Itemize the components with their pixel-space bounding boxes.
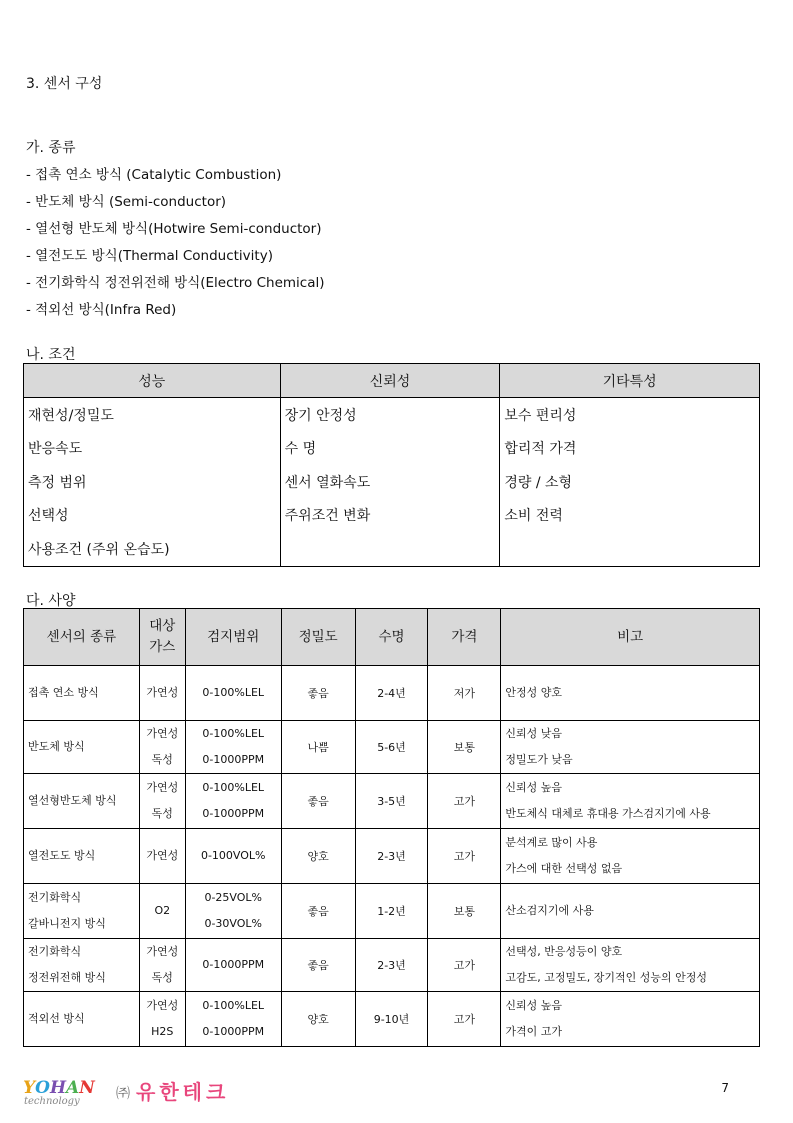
spec-header: 비고 (501, 609, 760, 666)
spec-cell-line: 가격이 고가 (505, 1025, 562, 1038)
cond-cell: 주위조건 변화 (280, 499, 500, 533)
spec-cell-type (24, 774, 140, 829)
spec-cell-price: 보통 (428, 884, 501, 939)
type-item: - 전기화학식 정전위전해 방식(Electro Chemical) (26, 275, 325, 291)
spec-cell-gas (139, 884, 185, 939)
cond-header: 신뢰성 (280, 364, 500, 398)
spec-cell-line: 신뢰성 낮음 (505, 727, 562, 740)
yohan-logo-icon (22, 1076, 252, 1108)
spec-cell-life: 2-3년 (355, 829, 428, 884)
spec-cell-line: 접촉 연소 방식 (28, 686, 99, 699)
cond-cell: 수 명 (280, 432, 500, 466)
spec-header: 가격 (428, 609, 501, 666)
cond-cell: 선택성 (24, 499, 281, 533)
spec-cell-line: 0-100%LEL (202, 781, 265, 794)
type-item: - 반도체 방식 (Semi-conductor) (26, 194, 227, 210)
cond-header: 성능 (24, 364, 281, 398)
conditions-heading: 나. 조건 (26, 347, 76, 363)
spec-header: 센서의 종류 (24, 609, 140, 666)
spec-row (24, 666, 760, 721)
spec-cell-line: 열전도도 방식 (28, 849, 96, 862)
spec-cell-note (501, 939, 760, 992)
spec-cell-life: 2-3년 (355, 939, 428, 992)
section-title: 3. 센서 구성 (26, 76, 103, 92)
spec-cell-life: 1-2년 (355, 884, 428, 939)
spec-cell-line: 0-30VOL% (204, 917, 262, 930)
spec-cell-line: 고감도, 고정밀도, 장기적인 성능의 안정성 (505, 971, 707, 984)
page-number: 7 (721, 1081, 729, 1095)
spec-cell-precision: 좋음 (281, 939, 355, 992)
spec-row (24, 939, 760, 992)
spec-cell-type (24, 939, 140, 992)
type-item: - 열선형 반도체 방식(Hotwire Semi-conductor) (26, 221, 322, 237)
spec-cell-line: 가연성 (146, 945, 179, 958)
spec-header: 검지범위 (185, 609, 281, 666)
spec-cell-note (501, 774, 760, 829)
spec-cell-line: 독성 (151, 971, 173, 984)
spec-cell-type (24, 884, 140, 939)
spec-cell-life: 3-5년 (355, 774, 428, 829)
types-heading: 가. 종류 (26, 140, 76, 156)
logo-letter: A (66, 1078, 80, 1098)
cond-cell: 측정 범위 (24, 465, 281, 499)
spec-cell-note (501, 829, 760, 884)
cond-cell: 센서 열화속도 (280, 465, 500, 499)
spec-cell-line: 독성 (151, 753, 173, 766)
svg-text:YOHAN (23, 1078, 96, 1098)
spec-cell-line: 전기화학식 (28, 945, 82, 958)
spec-cell-line: 전기화학식 (28, 891, 82, 904)
cond-cell (500, 532, 760, 566)
logo-letter: O (35, 1078, 50, 1098)
spec-row (24, 774, 760, 829)
spec-cell-line: O2 (154, 904, 171, 917)
spec-cell-line: 열선형반도체 방식 (28, 794, 117, 807)
cond-cell: 경량 / 소형 (500, 465, 760, 499)
conditions-table (23, 363, 760, 567)
spec-cell-line: 0-100VOL% (200, 849, 266, 862)
logo-letter: H (49, 1078, 67, 1098)
spec-cell-line: 0-100%LEL (202, 727, 265, 740)
spec-row (24, 992, 760, 1047)
spec-cell-life: 9-10년 (355, 992, 428, 1047)
spec-cell-precision: 좋음 (281, 774, 355, 829)
spec-cell-price: 고가 (428, 992, 501, 1047)
spec-cell-line: 분석계로 많이 사용 (505, 836, 598, 849)
spec-cell-range (185, 939, 281, 992)
spec-cell-type (24, 992, 140, 1047)
spec-cell-price: 저가 (428, 666, 501, 721)
spec-cell-line: 0-100%LEL (202, 686, 265, 699)
spec-cell-line: 적외선 방식 (28, 1012, 85, 1025)
spec-cell-line: 반도체 방식 (28, 740, 85, 753)
spec-cell-line: 가연성 (146, 999, 179, 1012)
spec-cell-line: 0-1000PPM (202, 1025, 265, 1038)
spec-cell-note (501, 666, 760, 721)
spec-cell-precision: 좋음 (281, 884, 355, 939)
spec-cell-precision: 양호 (281, 992, 355, 1047)
type-item: - 접촉 연소 방식 (Catalytic Combustion) (26, 167, 282, 183)
spec-cell-precision: 양호 (281, 829, 355, 884)
cond-cell: 장기 안정성 (280, 398, 500, 432)
spec-cell-line: H2S (151, 1025, 174, 1038)
company-prefix: ㈜ (116, 1086, 130, 1102)
spec-row (24, 884, 760, 939)
cond-cell: 합리적 가격 (500, 432, 760, 466)
spec-cell-range (185, 992, 281, 1047)
logo-letter: Y (23, 1078, 36, 1098)
spec-cell-note (501, 721, 760, 774)
spec-cell-line: 신뢰성 높음 (505, 999, 562, 1012)
spec-cell-range (185, 721, 281, 774)
spec-cell-gas (139, 666, 185, 721)
spec-cell-line: 산소검지기에 사용 (505, 904, 594, 917)
cond-cell: 반응속도 (24, 432, 281, 466)
spec-cell-price: 고가 (428, 829, 501, 884)
spec-cell-line: 가스에 대한 선택성 없음 (505, 862, 623, 875)
spec-cell-gas (139, 774, 185, 829)
spec-cell-gas (139, 992, 185, 1047)
spec-cell-line: 가연성 (146, 686, 179, 699)
spec-cell-life: 2-4년 (355, 666, 428, 721)
spec-cell-line: 선택성, 반응성등이 양호 (505, 945, 623, 958)
spec-cell-range (185, 774, 281, 829)
spec-cell-gas (139, 721, 185, 774)
spec-cell-precision: 나쁨 (281, 721, 355, 774)
type-item: - 적외선 방식(Infra Red) (26, 302, 177, 318)
spec-header: 정밀도 (281, 609, 355, 666)
spec-cell-type (24, 666, 140, 721)
spec-table (23, 608, 760, 1047)
spec-cell-line: 안정성 양호 (505, 686, 562, 699)
spec-cell-gas (139, 939, 185, 992)
spec-heading: 다. 사양 (26, 593, 76, 609)
logo-letter: N (79, 1078, 95, 1098)
spec-row (24, 829, 760, 884)
cond-cell: 사용조건 (주위 온습도) (24, 532, 281, 566)
spec-cell-gas (139, 829, 185, 884)
spec-cell-line: 0-1000PPM (202, 807, 265, 820)
spec-cell-note (501, 992, 760, 1047)
spec-cell-price: 고가 (428, 774, 501, 829)
spec-cell-price: 보통 (428, 721, 501, 774)
company-name: 유한테크 (136, 1080, 230, 1104)
cond-cell: 소비 전력 (500, 499, 760, 533)
spec-cell-precision: 좋음 (281, 666, 355, 721)
spec-cell-line: 0-100%LEL (202, 999, 265, 1012)
cond-header: 기타특성 (500, 364, 760, 398)
spec-cell-line: 신뢰성 높음 (505, 781, 562, 794)
spec-cell-line: 0-25VOL% (204, 891, 262, 904)
spec-cell-line: 정전위전해 방식 (28, 971, 106, 984)
spec-cell-range (185, 666, 281, 721)
type-item: - 열전도도 방식(Thermal Conductivity) (26, 248, 273, 264)
cond-cell: 재현성/정밀도 (24, 398, 281, 432)
spec-cell-type (24, 829, 140, 884)
spec-cell-line: 정밀도가 낮음 (505, 753, 573, 766)
logo-sub: technology (24, 1096, 80, 1107)
company-logo (22, 1076, 252, 1112)
spec-cell-range (185, 884, 281, 939)
cond-cell: 보수 편리성 (500, 398, 760, 432)
spec-cell-note (501, 884, 760, 939)
spec-cell-line: 가연성 (146, 727, 179, 740)
spec-header: 수명 (355, 609, 428, 666)
cond-cell (280, 532, 500, 566)
spec-cell-line: 반도체식 대체로 휴대용 가스검지기에 사용 (505, 807, 711, 820)
spec-cell-line: 갈바니전지 방식 (28, 917, 106, 930)
spec-cell-line: 가연성 (146, 781, 179, 794)
spec-cell-life: 5-6년 (355, 721, 428, 774)
spec-header: 대상 가스 (139, 609, 185, 666)
spec-cell-range (185, 829, 281, 884)
spec-cell-line: 가연성 (146, 849, 179, 862)
spec-cell-line: 0-1000PPM (202, 753, 265, 766)
spec-row (24, 721, 760, 774)
spec-cell-type (24, 721, 140, 774)
spec-cell-price: 고가 (428, 939, 501, 992)
spec-cell-line: 독성 (151, 807, 173, 820)
spec-cell-line: 0-1000PPM (202, 958, 265, 971)
